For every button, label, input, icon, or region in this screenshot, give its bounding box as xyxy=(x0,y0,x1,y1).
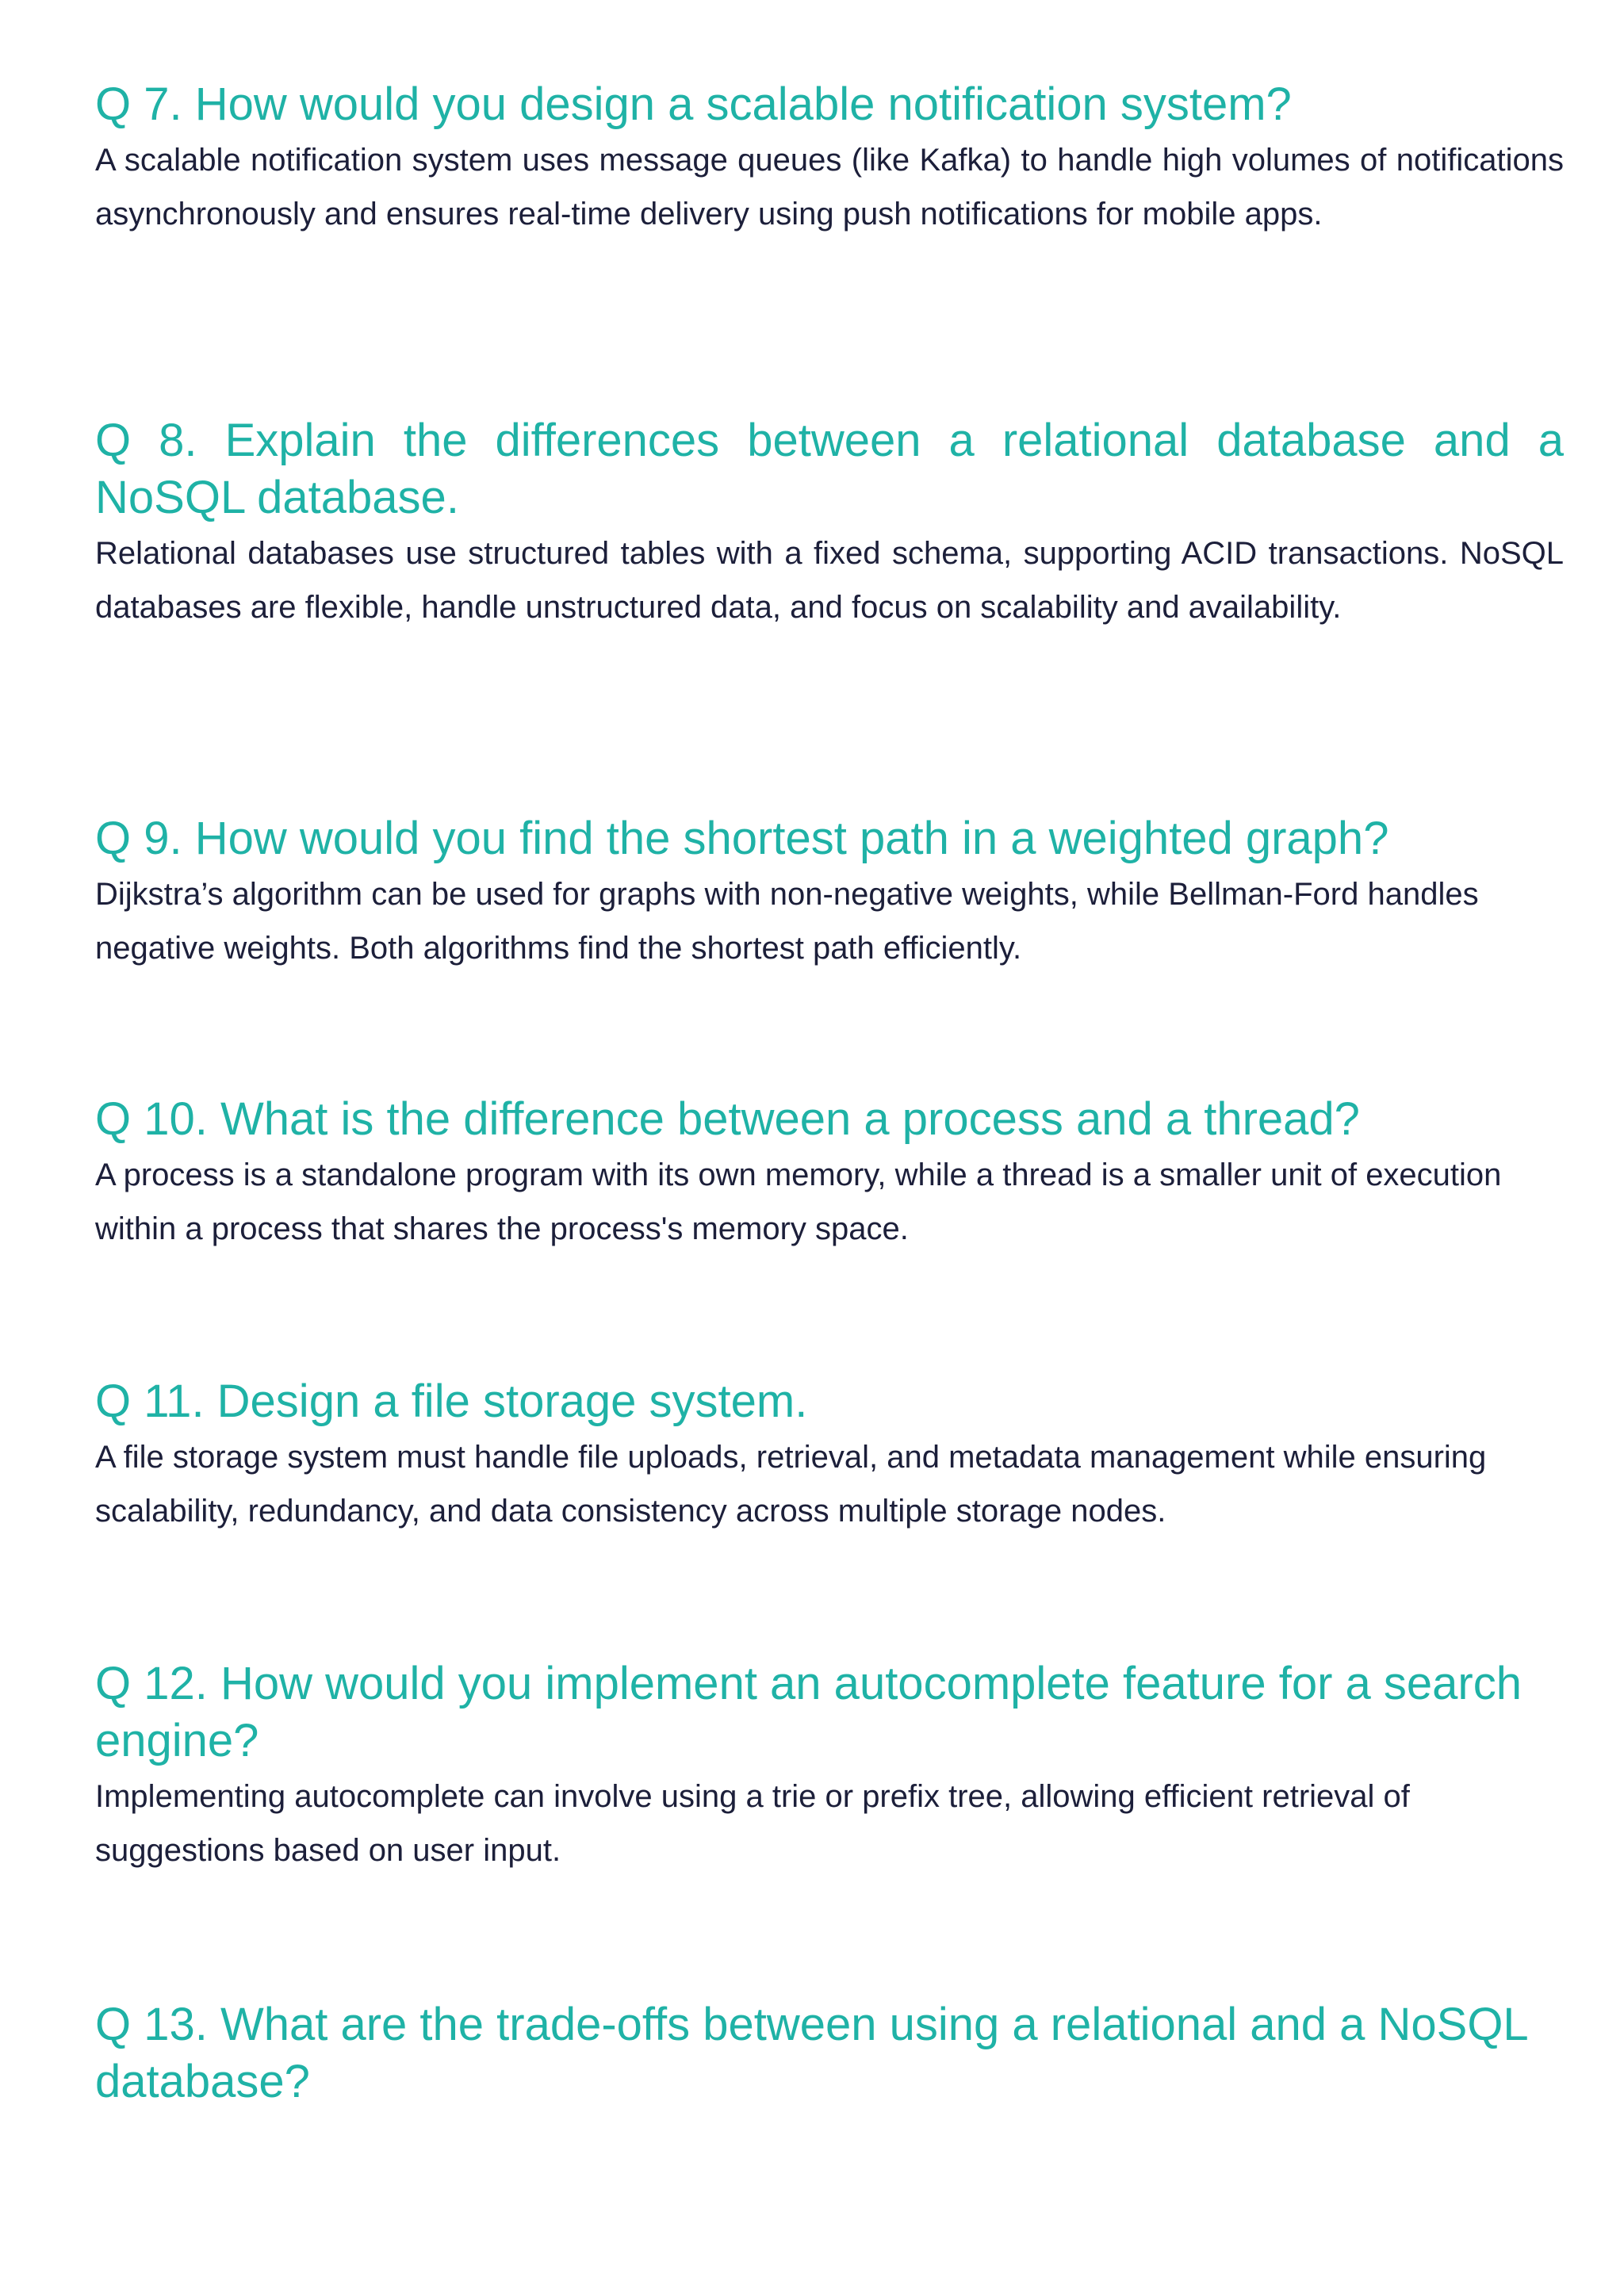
qa-block-q13 xyxy=(95,1996,1564,2110)
qa-block-q8 xyxy=(95,412,1564,634)
qa-block-q10 xyxy=(95,1091,1564,1256)
question-heading: Q 11. Design a file storage system. xyxy=(95,1376,808,1427)
question-heading: Q 12. How would you implement an autocomplete feature for a search engine? xyxy=(95,1658,1522,1766)
answer-text: A file storage system must handle file uploads, retrieval, and metadata management while ensuring scalability, redundancy, and data consistency across multiple storage nodes. xyxy=(95,1440,1487,1529)
question-heading: Q 13. What are the trade-offs between using a relational and a NoSQL database? xyxy=(95,1999,1527,2107)
qa-block-q7 xyxy=(95,76,1564,241)
qa-block-q9 xyxy=(95,810,1564,975)
answer-text: A process is a standalone program with its own memory, while a thread is a smaller unit of execution within a process that shares the process's memory space. xyxy=(95,1158,1502,1246)
answer-text: Relational databases use structured tables with a fixed schema, supporting ACID transactions. NoSQL databases are flexible, handle unstructured data, and focus on scalability and availability. xyxy=(95,536,1564,625)
question-heading: Q 9. How would you find the shortest path in a weighted graph? xyxy=(95,813,1389,864)
answer-text: A scalable notification system uses message queues (like Kafka) to handle high volumes of notifications asynchronously and ensures real-time delivery using push notifications for mobile apps. xyxy=(95,143,1564,232)
question-heading: Q 10. What is the difference between a process and a thread? xyxy=(95,1093,1360,1145)
qa-block-q11 xyxy=(95,1373,1564,1538)
question-heading: Q 8. Explain the differences between a relational database and a NoSQL database. xyxy=(95,415,1564,523)
answer-text: Implementing autocomplete can involve using a trie or prefix tree, allowing efficient retrieval of suggestions based on user input. xyxy=(95,1779,1410,1868)
answer-text: Dijkstra’s algorithm can be used for graphs with non-negative weights, while Bellman-Ford handles negative weights. Both algorithms find the shortest path efficiently. xyxy=(95,877,1479,966)
question-heading: Q 7. How would you design a scalable notification system? xyxy=(95,78,1292,130)
qa-block-q12 xyxy=(95,1655,1564,1877)
